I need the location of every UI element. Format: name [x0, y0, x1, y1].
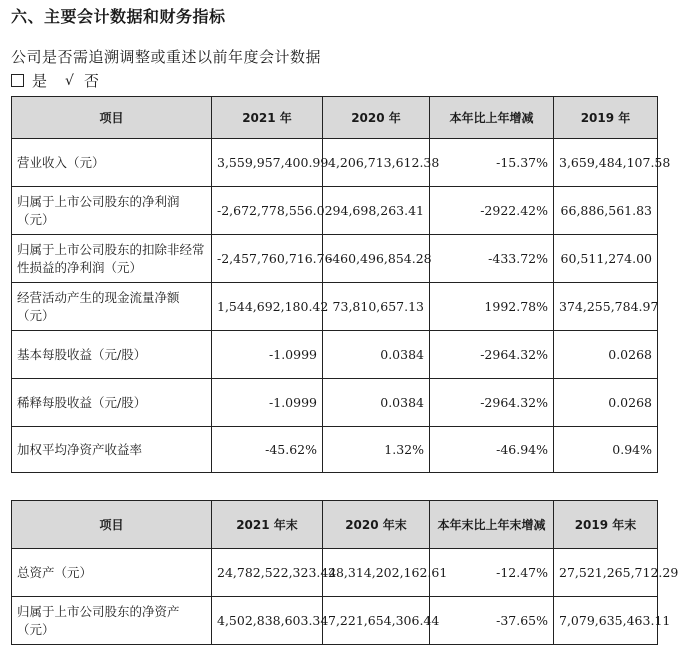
cell-2020: 94,698,263.41	[323, 187, 430, 235]
cell-2019: 0.0268	[554, 379, 658, 427]
cell-change: -15.37%	[430, 139, 554, 187]
yes-label: 是	[32, 72, 48, 90]
cell-2019: 374,255,784.97	[554, 283, 658, 331]
column-header-2020-end: 2020 年末	[323, 501, 430, 549]
row-label: 总资产（元）	[12, 549, 212, 597]
year-end-financial-data-table	[11, 500, 678, 645]
cell-2019: 0.94%	[554, 427, 658, 473]
check-mark-icon: √	[65, 72, 74, 89]
column-header-change: 本年比上年增减	[430, 97, 554, 139]
cell-2021: -1.0999	[212, 379, 323, 427]
cell-change: -2964.32%	[430, 379, 554, 427]
restatement-question: 公司是否需追溯调整或重述以前年度会计数据	[11, 48, 322, 66]
annual-financial-data-table	[11, 96, 671, 473]
table-row	[12, 379, 658, 427]
cell-change: -37.65%	[430, 597, 554, 645]
table-row	[12, 235, 658, 283]
column-header-2021: 2021 年	[212, 97, 323, 139]
column-header-2021-end: 2021 年末	[212, 501, 323, 549]
cell-2019: 66,886,561.83	[554, 187, 658, 235]
restatement-choices	[11, 70, 111, 91]
table-row	[12, 283, 658, 331]
cell-2020: 4,206,713,612.38	[323, 139, 430, 187]
column-header-2020: 2020 年	[323, 97, 430, 139]
cell-change: -12.47%	[430, 549, 554, 597]
cell-2020: 73,810,657.13	[323, 283, 430, 331]
row-label: 加权平均净资产收益率	[12, 427, 212, 473]
row-label: 基本每股收益（元/股）	[12, 331, 212, 379]
no-label: 否	[83, 72, 99, 90]
yes-checkbox	[11, 74, 24, 87]
row-label: 经营活动产生的现金流量净额（元）	[12, 283, 212, 331]
cell-2021: -2,457,760,716.76	[212, 235, 323, 283]
row-label: 归属于上市公司股东的净利润（元）	[12, 187, 212, 235]
table-row	[12, 597, 658, 645]
cell-2021: 3,559,957,400.99	[212, 139, 323, 187]
cell-2021: -1.0999	[212, 331, 323, 379]
cell-2021: -2,672,778,556.02	[212, 187, 323, 235]
section-title: 六、主要会计数据和财务指标	[11, 7, 226, 26]
table-header-row	[12, 501, 658, 549]
cell-2020: 0.0384	[323, 331, 430, 379]
cell-change: -2964.32%	[430, 331, 554, 379]
table-row	[12, 427, 658, 473]
cell-2019: 3,659,484,107.58	[554, 139, 658, 187]
cell-2021: 1,544,692,180.42	[212, 283, 323, 331]
cell-2021: -45.62%	[212, 427, 323, 473]
cell-change: -46.94%	[430, 427, 554, 473]
cell-2020: 7,221,654,306.44	[323, 597, 430, 645]
table-row	[12, 187, 658, 235]
table-row	[12, 139, 658, 187]
column-header-change: 本年末比上年末增减	[430, 501, 554, 549]
column-header-item: 项目	[12, 501, 212, 549]
column-header-item: 项目	[12, 97, 212, 139]
row-label: 稀释每股收益（元/股）	[12, 379, 212, 427]
cell-change: -2922.42%	[430, 187, 554, 235]
column-header-2019-end: 2019 年末	[554, 501, 658, 549]
cell-2020: 0.0384	[323, 379, 430, 427]
row-label: 归属于上市公司股东的扣除非经常性损益的净利润（元）	[12, 235, 212, 283]
row-label: 归属于上市公司股东的净资产（元）	[12, 597, 212, 645]
table-header-row	[12, 97, 658, 139]
table-row	[12, 549, 658, 597]
cell-2021: 24,782,522,323.44	[212, 549, 323, 597]
column-header-2019: 2019 年	[554, 97, 658, 139]
cell-2020: 28,314,202,162.61	[323, 549, 430, 597]
row-label: 营业收入（元）	[12, 139, 212, 187]
cell-2021: 4,502,838,603.34	[212, 597, 323, 645]
cell-2020: -460,496,854.28	[323, 235, 430, 283]
cell-2019: 60,511,274.00	[554, 235, 658, 283]
table-row	[12, 331, 658, 379]
cell-2019: 0.0268	[554, 331, 658, 379]
cell-change: -433.72%	[430, 235, 554, 283]
cell-2020: 1.32%	[323, 427, 430, 473]
cell-2019: 7,079,635,463.11	[554, 597, 658, 645]
cell-2019: 27,521,265,712.29	[554, 549, 658, 597]
cell-change: 1992.78%	[430, 283, 554, 331]
